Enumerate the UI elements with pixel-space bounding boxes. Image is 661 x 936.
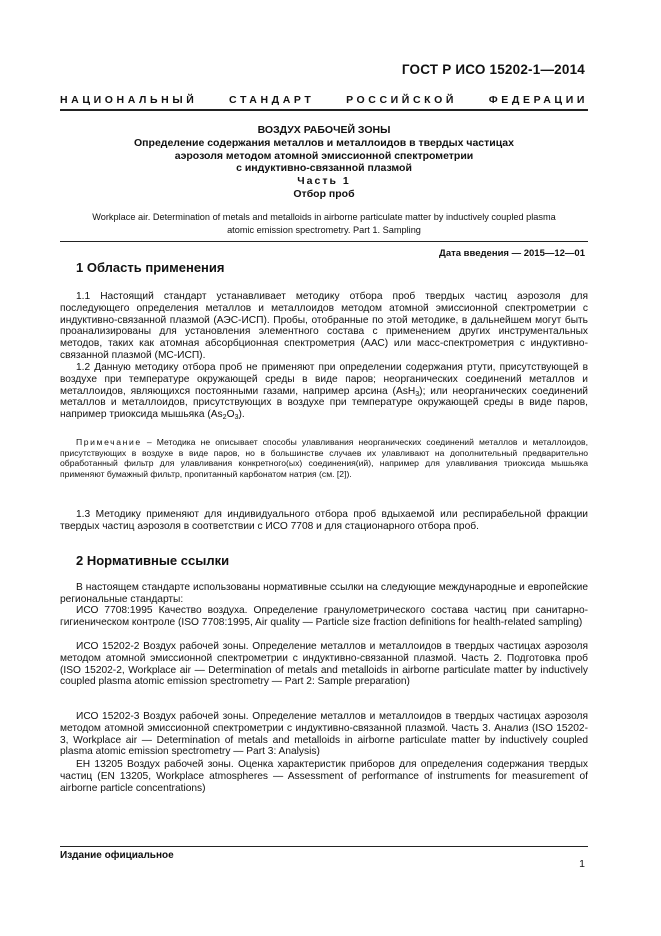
page-number: 1 (579, 858, 585, 870)
paragraph-1-2 (60, 362, 588, 421)
subscript: 3 (415, 389, 420, 398)
paragraph-1-1: 1.1 Настоящий стандарт устанавливает методику отбора проб твердых частиц аэрозоля для последующего определения металлов и металлоидов методом атомной эмиссионной спектрометрии с индуктивно-связанной плазмой (АЭС-ИСП). Пробы, отобранные по этой методике, в дальнейшем могут быть проанализированы для установления элементного состава с применением других инструментальных методов, таких как атомная абсорбционная спектрометрия (ААС) или масс-спектрометрия с индуктивно-связанной плазмой (МС-ИСП). (60, 291, 588, 361)
paragraph-1-2-part-c: O (226, 409, 235, 421)
paragraph-1-2-part-b: ); или неорганических соединений металлов и металлоидов, присутствующих в воздухе при температуре окружающей среды в виде паров, например триоксида мышьяка (As (60, 385, 588, 421)
introduction-date: Дата введения — 2015—12—01 (439, 248, 585, 259)
note-label: Примечание (76, 437, 142, 447)
reference-iso-15202-3: ИСО 15202-3 Воздух рабочей зоны. Определение металлов и металлоидов в твердых частицах аэрозоля методом атомной эмиссионной спектрометрии с индуктивно-связанной плазмой. Часть 3. Анализ (ISO 15202-3, Workplace air — Determination of metals and metalloids in airborne particulate matter by inductively coupled plasma atomic emission spectrometry — Part 3: Analysis) (60, 711, 588, 758)
english-title-line-2: atomic emission spectrometry. Part 1. Sampling (227, 224, 421, 235)
title-divider (60, 241, 588, 242)
title-line-main: ВОЗДУХ РАБОЧЕЙ ЗОНЫ (257, 124, 391, 136)
reference-iso-7708: ИСО 7708:1995 Качество воздуха. Определение гранулометрического состава частиц при санитарно-гигиеническом контроле (ISO 7708:1995, Air quality — Particle size fraction definitions for health-related sampling) (60, 605, 588, 628)
title-line-3: аэрозоля методом атомной эмиссионной спектрометрии (174, 149, 474, 162)
national-standard-header: НАЦИОНАЛЬНЫЙ СТАНДАРТ РОССИЙСКОЙ ФЕДЕРАЦИИ (60, 94, 588, 106)
english-title (60, 211, 588, 236)
header-divider (60, 109, 588, 111)
section-2-intro: В настоящем стандарте использованы нормативные ссылки на следующие международные и европейские региональные стандарты: (60, 582, 588, 605)
section-1-heading: 1 Область применения (76, 260, 225, 275)
subscript: 2 (222, 413, 227, 422)
official-edition-label: Издание официальное (60, 850, 174, 861)
document-number: ГОСТ Р ИСО 15202-1—2014 (401, 62, 585, 77)
english-title-line-1: Workplace air. Determination of metals and metalloids in airborne particulate matter by inductively coupled plasma (92, 212, 556, 222)
title-part: Часть 1 (297, 175, 351, 188)
paragraph-1-3: 1.3 Методику применяют для индивидуального отбора проб вдыхаемой или респирабельной фракции твердых частиц аэрозоля в соответствии с ИСО 7708 и для стационарного отбора проб. (60, 509, 588, 532)
paragraph-1-2-part-d: ). (238, 409, 245, 421)
note-text: – Методика не описывает способы улавливания неорганических соединений металлов и металлоидов, присутствующих в воздухе в виде паров, но в большинстве случаев их улавливают на дополнительный предварительно обработанный фильтр для улавливания конкретного(ых) соединения(ий), например для улавливания триоксида мышьяка применяют бумажный фильтр, пропитанный карбонатом натрия (см. [2]). (60, 437, 588, 479)
note-1-2 (60, 437, 588, 479)
reference-iso-15202-2: ИСО 15202-2 Воздух рабочей зоны. Определение металлов и металлоидов в твердых частицах аэрозоля методом атомной эмиссионной спектрометрии с индуктивно-связанной плазмой. Часть 2. Подготовка проб (ISO 15202-2, Workplace air — Determination of metals and metalloids in airborne particulate matter by inductively coupled plasma atomic emission spectrometry — Part 2: Sample preparation) (60, 641, 588, 688)
title-line-2: Определение содержания металлов и металлоидов в твердых частицах (134, 136, 514, 149)
title-subtitle: Отбор проб (293, 187, 355, 200)
paragraph-1-2-part-a: 1.2 Данную методику отбора проб не применяют при определении содержания ртути, присутствующей в воздухе при температуре окружающей среды в виде паров; неорганических соединений металлов и металлоидов, являющихся постоянными газами, например арсина (AsH (60, 362, 588, 397)
section-2-heading: 2 Нормативные ссылки (76, 553, 230, 568)
reference-en-13205: ЕН 13205 Воздух рабочей зоны. Оценка характеристик приборов для определения содержания твердых частиц (EN 13205, Workplace atmospheres — Assessment of performance of instruments for measurement of airborne particle concentrations) (60, 759, 588, 794)
title-line-4: с индуктивно-связанной плазмой (236, 162, 412, 175)
title-block (60, 124, 588, 201)
footer-divider (60, 846, 588, 847)
subscript: 3 (234, 413, 239, 422)
